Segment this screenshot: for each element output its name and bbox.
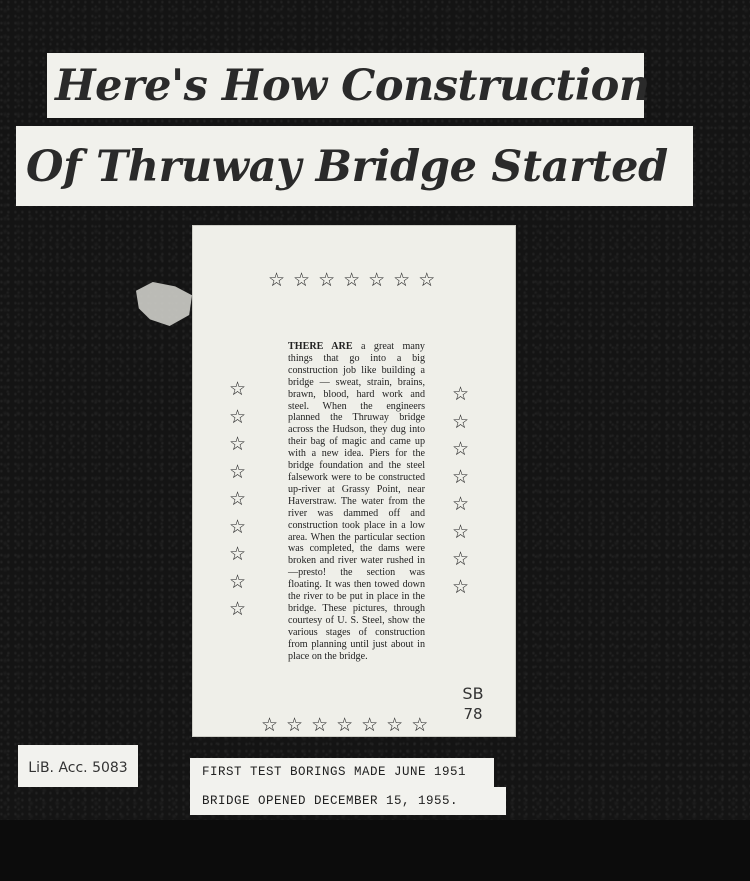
scrapbook-bottom-edge: [0, 820, 750, 881]
article-body: [288, 341, 425, 662]
handwritten-number: 78: [463, 705, 483, 723]
article-clipping: [192, 225, 516, 737]
library-accession-label: LiB. Acc. 5083: [18, 745, 138, 787]
star-icon: ☆: [452, 549, 470, 570]
handwritten-mark: [453, 684, 493, 724]
star-icon: ☆: [229, 434, 247, 455]
star-icon: ☆: [229, 461, 247, 483]
headline-line-1: Here's How Construction: [47, 53, 644, 118]
caption-test-borings: FIRST TEST BORINGS MADE JUNE 1951: [190, 758, 494, 787]
torn-paper-scrap: [136, 282, 192, 326]
star-icon: ☆: [229, 516, 247, 538]
stars-bottom-row: ☆☆☆☆☆☆☆: [261, 715, 437, 736]
stars-top-row: ☆☆☆☆☆☆☆: [268, 270, 444, 291]
caption-bridge-opened: BRIDGE OPENED DECEMBER 15, 1955.: [190, 787, 506, 815]
star-icon: ☆: [452, 384, 470, 405]
article-lead: THERE ARE: [288, 341, 353, 352]
star-icon: ☆: [229, 544, 247, 565]
handwritten-initials: SB: [462, 684, 484, 703]
star-icon: ☆: [229, 406, 247, 428]
star-icon: ☆: [452, 466, 470, 488]
article-text: a great many things that go into a big construction job like building a bridge — sweat, strain, brains, brawn, blood, hard work and steel. When the engineers planned the Thruway bridge across the Hudson, they dug into their bag of magic and came up with a new idea. Piers for the bridge foundation and the steel falsework were to be constructed up-river at Grassy Point, near Haverstraw. The water from the river was dammed off and construction took place in a low area. When the particular section was completed, the dams were broken and river water rushed in—presto! the section was floating. It was then towed down the river to be put in place in the bridge. These pictures, through courtesy of U. S. Steel, show the various stages of construction from planning until just about in place on the bridge.: [288, 341, 425, 662]
stars-right-column: [452, 381, 469, 601]
star-icon: ☆: [229, 489, 247, 510]
stars-left-column: [229, 376, 246, 624]
star-icon: ☆: [229, 571, 247, 593]
headline-line-2: Of Thruway Bridge Started: [16, 126, 693, 206]
star-icon: ☆: [452, 411, 470, 433]
star-icon: ☆: [229, 599, 247, 620]
star-icon: ☆: [452, 439, 470, 460]
star-icon: ☆: [452, 576, 470, 598]
star-icon: ☆: [229, 379, 247, 400]
star-icon: ☆: [452, 494, 470, 515]
star-icon: ☆: [452, 521, 470, 543]
